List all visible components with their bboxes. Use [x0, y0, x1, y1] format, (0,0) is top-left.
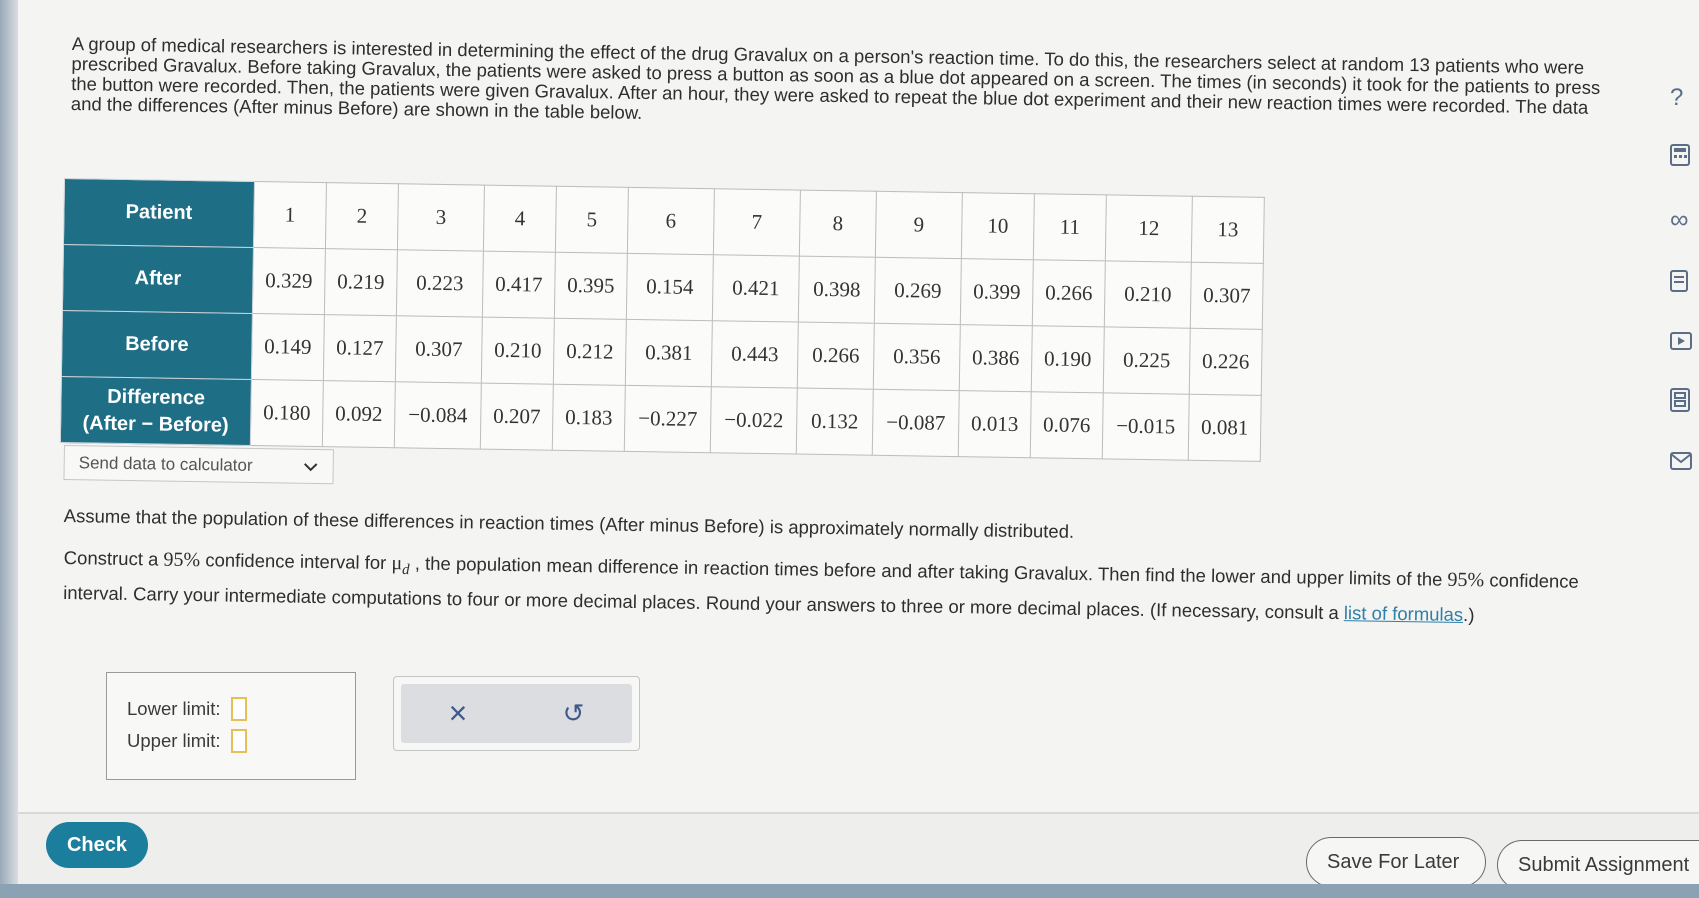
- after-cell: 0.395: [554, 252, 627, 319]
- difference-cell: −0.084: [394, 382, 481, 449]
- patient-cell: 3: [397, 184, 484, 251]
- patient-cell: 2: [325, 183, 398, 250]
- construct-text-part: , the population mean difference in reaction times before and after taking Gravalux. Then find the lower and upper limits of the: [409, 552, 1448, 590]
- calculator-icon[interactable]: [1670, 144, 1690, 166]
- submit-assignment-button[interactable]: Submit Assignment: [1497, 840, 1699, 890]
- send-data-dropdown[interactable]: [63, 445, 334, 484]
- before-cell: 0.266: [797, 322, 874, 389]
- video-icon[interactable]: [1670, 332, 1692, 350]
- send-data-label: Send data to calculator: [78, 452, 253, 475]
- patient-cell: 12: [1105, 195, 1192, 262]
- difference-header-line2: (After − Before): [82, 411, 229, 437]
- patient-cell: 5: [555, 186, 628, 253]
- difference-cell: −0.087: [872, 389, 959, 456]
- before-cell: 0.127: [323, 315, 396, 382]
- before-cell: 0.212: [553, 318, 626, 385]
- answer-box: [106, 672, 356, 780]
- lower-limit-input[interactable]: [231, 697, 247, 721]
- patient-cell: 4: [483, 185, 556, 252]
- before-cell: 0.443: [711, 321, 798, 388]
- after-cell: 0.399: [960, 259, 1033, 326]
- difference-cell: −0.227: [624, 385, 711, 452]
- construct-text-part: Construct a: [63, 546, 164, 570]
- confidence-level: 95%: [1447, 568, 1485, 592]
- after-cell: 0.154: [626, 253, 713, 320]
- patient-cell: 1: [253, 181, 326, 248]
- difference-cell: −0.022: [710, 387, 797, 454]
- patient-cell: 9: [875, 191, 962, 258]
- after-cell: 0.307: [1190, 262, 1263, 329]
- lower-limit-label: Lower limit:: [127, 698, 221, 719]
- data-table: [60, 178, 1265, 462]
- data-table-wrap: [60, 178, 1265, 462]
- difference-cell: 0.207: [480, 383, 553, 450]
- before-header: Before: [61, 310, 252, 379]
- help-icon[interactable]: ?: [1670, 84, 1684, 111]
- undo-icon[interactable]: ↺: [562, 698, 585, 728]
- before-cell: 0.307: [395, 316, 482, 383]
- check-button[interactable]: Check: [46, 822, 148, 868]
- construct-text-part: confidence interval. Carry your intermediate computations to four or more decimal places. Round your answers to three or more decimal places. (If necessary, consult a: [63, 569, 1579, 623]
- before-cell: 0.210: [481, 317, 554, 384]
- textbook-icon[interactable]: [1670, 388, 1690, 412]
- patient-cell: 10: [961, 193, 1034, 260]
- patient-cell: 7: [713, 189, 800, 256]
- infinity-icon[interactable]: ∞: [1670, 204, 1689, 234]
- mail-icon[interactable]: [1670, 452, 1692, 470]
- difference-header-line1: Difference: [106, 385, 206, 409]
- patient-header: Patient: [63, 179, 254, 248]
- patient-cell: 13: [1191, 196, 1264, 263]
- after-cell: 0.210: [1104, 261, 1191, 328]
- after-cell: 0.219: [324, 249, 397, 316]
- difference-cell: 0.081: [1188, 394, 1261, 461]
- before-cell: 0.190: [1031, 326, 1104, 393]
- construct-text-part: confidence interval for: [200, 549, 392, 574]
- confidence-level: 95%: [163, 548, 201, 572]
- after-header: After: [62, 244, 253, 313]
- upper-limit-label: Upper limit:: [127, 730, 221, 751]
- difference-cell: 0.183: [552, 384, 625, 451]
- after-cell: 0.266: [1032, 260, 1105, 327]
- screen-bottom-edge: [0, 884, 1699, 898]
- patient-cell: 8: [799, 190, 876, 257]
- screen-edge: [0, 0, 18, 898]
- after-cell: 0.329: [252, 247, 325, 314]
- mu-subscript: d: [401, 562, 410, 579]
- before-cell: 0.386: [959, 325, 1032, 392]
- construct-text-part: .): [1462, 603, 1475, 625]
- difference-cell: 0.013: [958, 391, 1031, 458]
- after-cell: 0.398: [798, 256, 875, 323]
- mu-symbol: μ: [391, 552, 403, 575]
- after-cell: 0.223: [396, 250, 483, 317]
- answer-tools-inner: [401, 684, 632, 743]
- after-cell: 0.421: [712, 255, 799, 322]
- difference-cell: −0.015: [1102, 393, 1189, 460]
- difference-cell: 0.092: [322, 381, 395, 448]
- difference-cell: 0.180: [250, 379, 323, 446]
- before-cell: 0.356: [873, 323, 960, 390]
- difference-cell: 0.132: [796, 388, 873, 455]
- difference-header: [60, 376, 251, 445]
- after-cell: 0.417: [482, 251, 555, 318]
- before-cell: 0.226: [1189, 328, 1262, 395]
- patient-cell: 6: [627, 187, 714, 254]
- save-for-later-button[interactable]: Save For Later: [1306, 837, 1486, 887]
- intro-text: A group of medical researchers is interested in determining the effect of the drug Gravalux on a person's reaction time. To do this, the researchers select at random 13 patients who were prescribed Gravalux. Before taking Gravalux, the patients were asked to press a button as soon as a blue dot appeared on a screen. The times (in seconds) it took for the patients to press the button were recorded. Then, the patients were given Gravalux. After an hour, they were asked to repeat the blue dot experiment and their new reaction times were recorded. The data and the differences (After minus Before) are shown in the table below.: [70, 33, 1601, 123]
- answer-tools: [393, 676, 640, 751]
- patient-cell: 11: [1033, 194, 1106, 261]
- formulas-link[interactable]: list of formulas: [1343, 601, 1464, 625]
- clear-icon[interactable]: ×: [448, 695, 468, 731]
- assume-text: Assume that the population of these differences in reaction times (After minus Before) is approximately normally distributed.: [63, 504, 1075, 542]
- upper-limit-row: [127, 725, 335, 757]
- before-cell: 0.381: [625, 319, 712, 386]
- before-cell: 0.149: [251, 313, 324, 380]
- notes-icon[interactable]: [1670, 270, 1690, 292]
- after-cell: 0.269: [874, 257, 961, 324]
- upper-limit-input[interactable]: [231, 729, 247, 753]
- chevron-down-icon: [303, 458, 319, 474]
- lower-limit-row: [127, 693, 335, 725]
- difference-cell: 0.076: [1030, 392, 1103, 459]
- before-cell: 0.225: [1103, 327, 1190, 394]
